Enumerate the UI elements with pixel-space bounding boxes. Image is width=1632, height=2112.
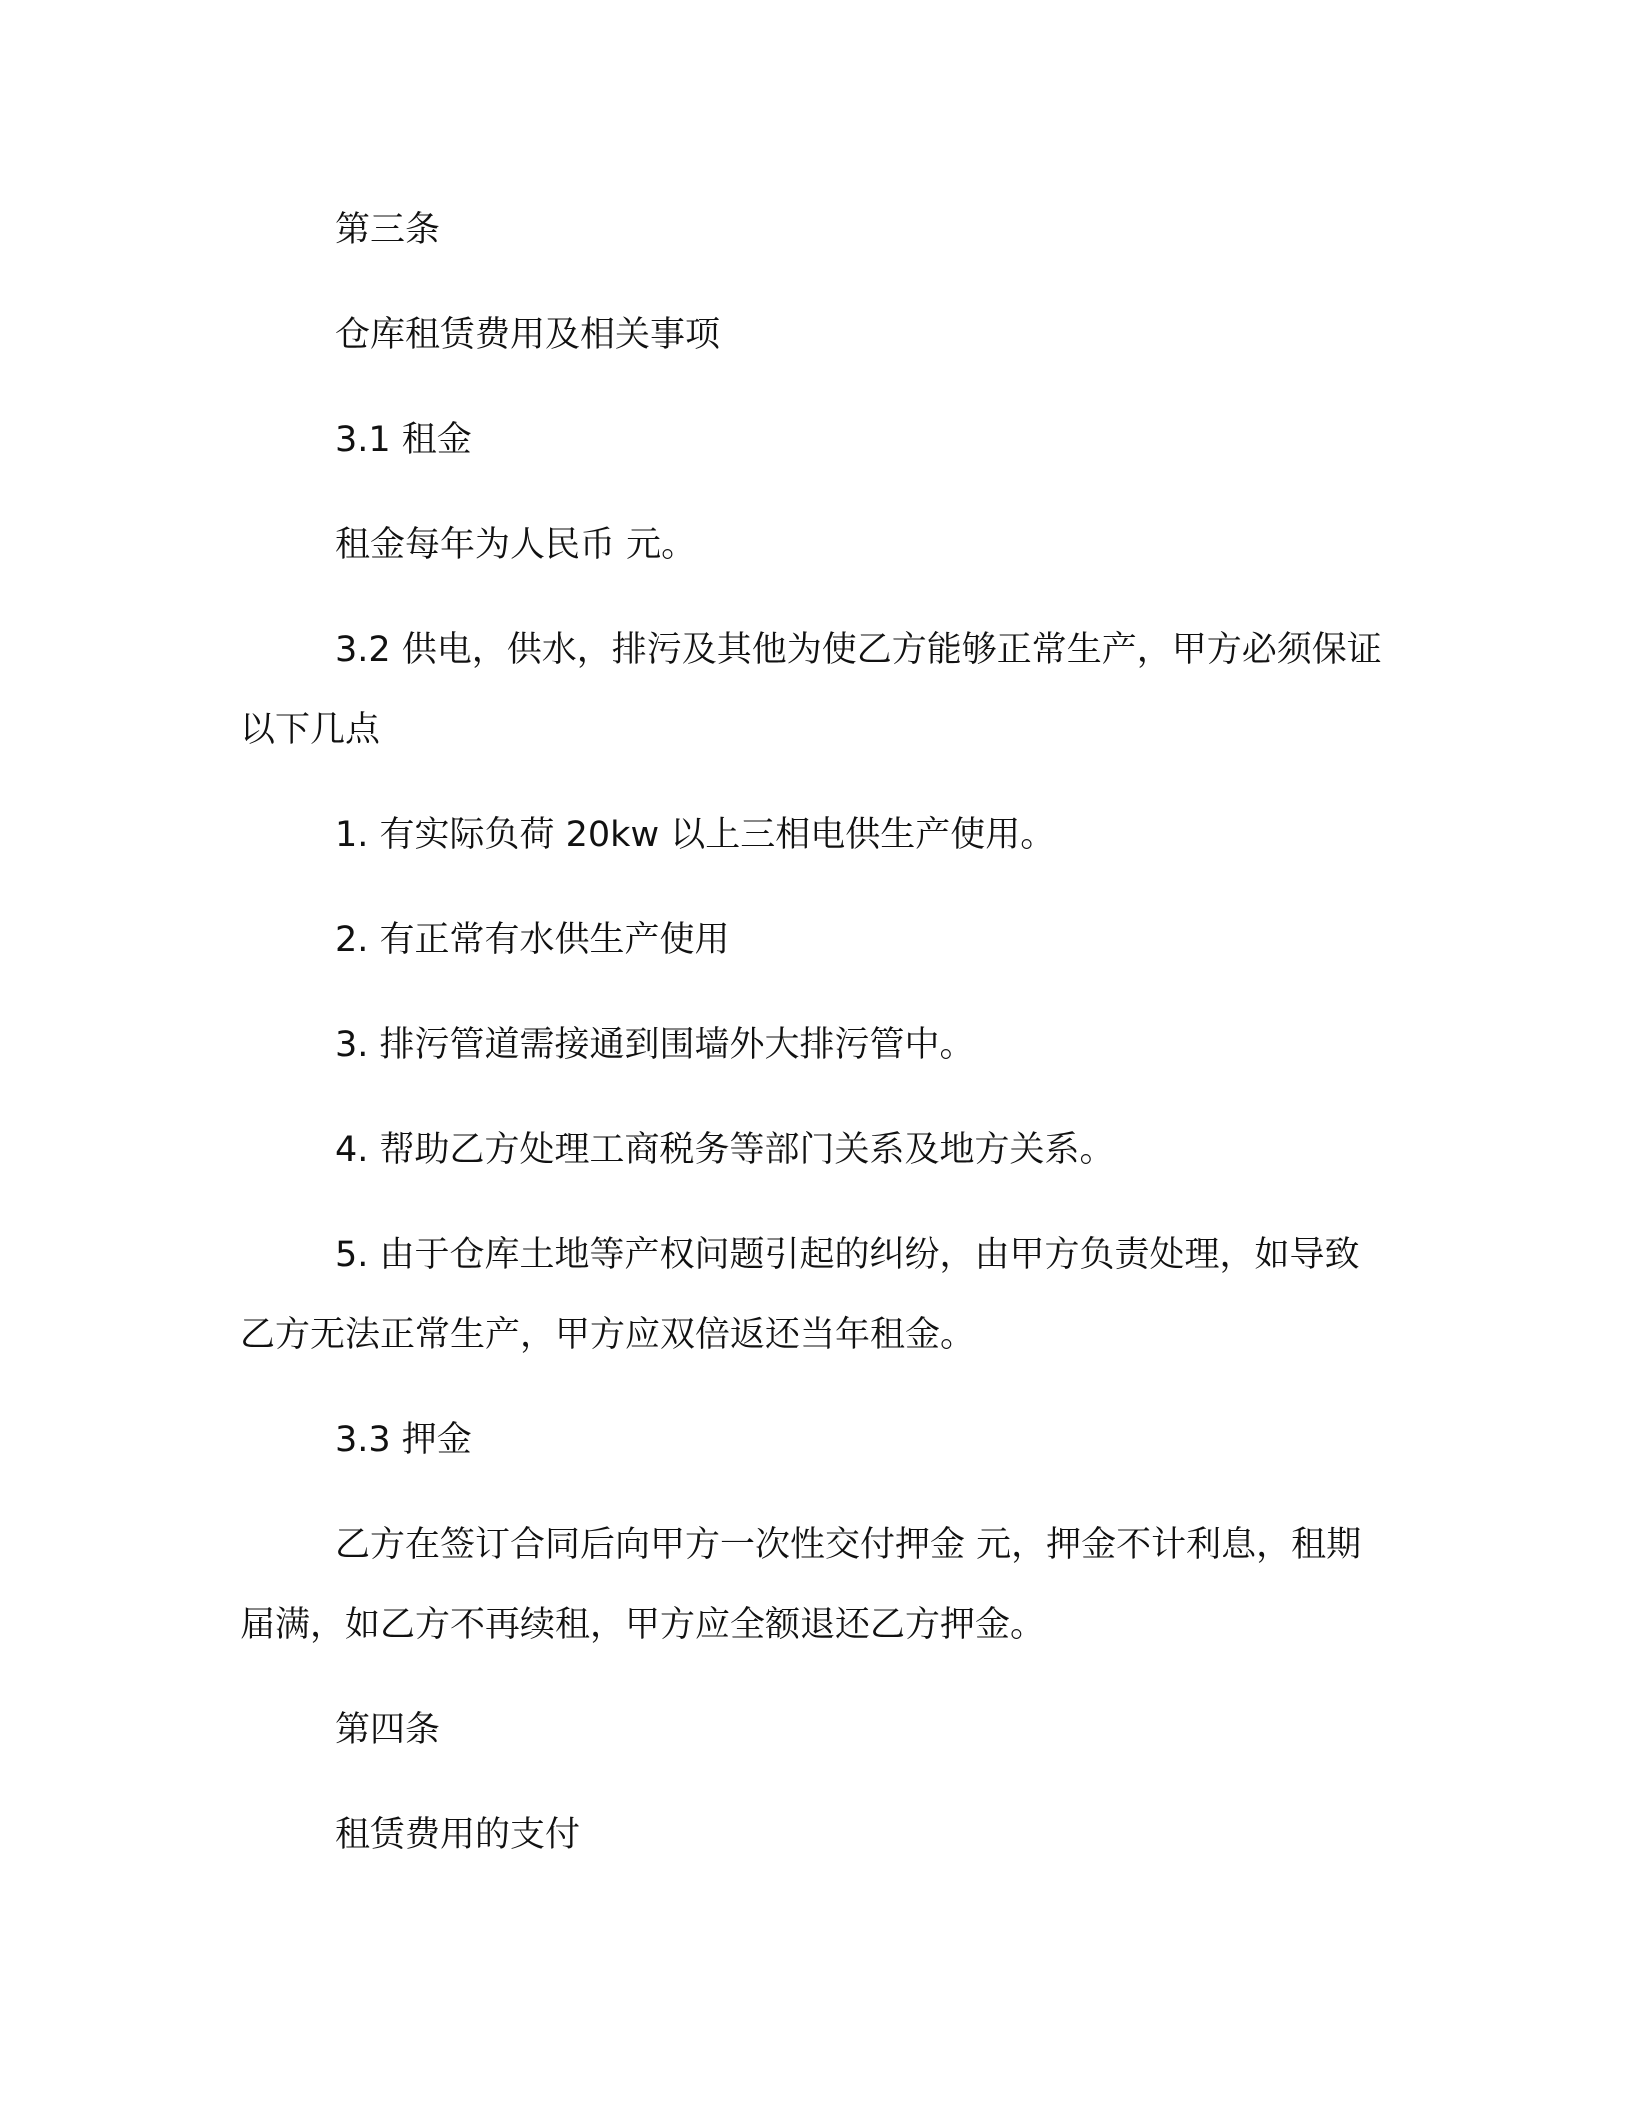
- section-heading: 3.3 押金: [335, 1420, 472, 1460]
- section-heading: 3.1 租金: [335, 420, 472, 460]
- paragraph: 租金每年为人民币 元。: [335, 525, 697, 565]
- list-item: 3. 排污管道需接通到围墙外大排污管中。: [335, 1025, 975, 1065]
- list-item: 5. 由于仓库土地等产权问题引起的纠纷，由甲方负责处理，如导致乙方无法正常生产，甲方应双倍返还当年租金。: [240, 1235, 1360, 1355]
- article-title: 仓库租赁费用及相关事项: [335, 315, 721, 355]
- article-title: 租赁费用的支付: [335, 1815, 581, 1855]
- list-item: 1. 有实际负荷 20kw 以上三相电供生产使用。: [335, 815, 1056, 855]
- article-heading: 第三条: [335, 210, 441, 250]
- paragraph: 乙方在签订合同后向甲方一次性交付押金 元，押金不计利息，租期届满，如乙方不再续租，甲方应全额退还乙方押金。: [240, 1525, 1362, 1645]
- paragraph: 3.2 供电，供水，排污及其他为使乙方能够正常生产，甲方必须保证以下几点: [240, 630, 1382, 750]
- list-item: 2. 有正常有水供生产使用: [335, 920, 730, 960]
- article-heading: 第四条: [335, 1710, 441, 1750]
- list-item: 4. 帮助乙方处理工商税务等部门关系及地方关系。: [335, 1130, 1115, 1170]
- document-body: [240, 190, 1390, 1900]
